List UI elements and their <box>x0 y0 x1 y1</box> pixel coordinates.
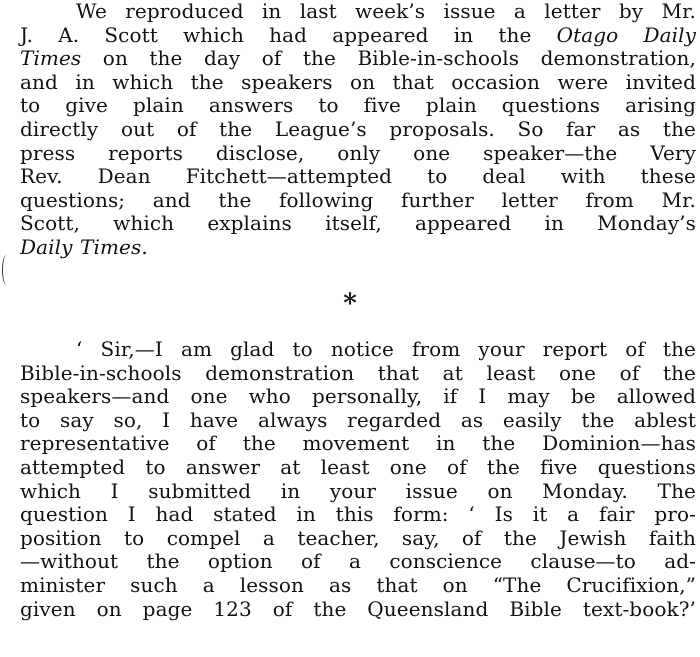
text-line: press reports disclose, only one speaker—the Very <box>20 140 696 165</box>
text-run: on the day of the Bible-in-schools demonstration, <box>81 46 696 71</box>
text-line <box>20 24 696 48</box>
newspaper-title-italic: Otago Daily <box>556 22 696 47</box>
text-line: question I had stated in this form: ‘ Is it a fair pro- <box>20 502 696 527</box>
text-line: questions; and the following further letter from Mr. <box>20 187 696 212</box>
letter-paragraph <box>20 338 696 621</box>
text-line: ‘ Sir,—I am glad to notice from your report of the <box>76 337 696 361</box>
text-line: We reproduced in last week’s issue a letter by Mr. <box>76 0 696 23</box>
text-line: directly out of the League’s proposals. So far as the <box>20 116 696 141</box>
text-line: Bible-in-schools demonstration that at least one of the <box>20 360 696 385</box>
text-line: Scott, which explains itself, appeared in Monday’s <box>20 211 696 236</box>
text-line: which I submitted in your issue on Monday. The <box>20 478 696 503</box>
text-line: to say so, I have always regarded as easily the ablest <box>20 407 696 432</box>
text-line: speakers—and one who personally, if I may be allowed <box>20 384 696 409</box>
text-line: given on page 123 of the Queensland Bible text-book?’ <box>20 596 696 621</box>
text-line: attempted to answer at least one of the five questions <box>20 454 696 479</box>
text-line: —without the option of a conscience clause—to ad- <box>20 549 696 574</box>
intro-paragraph <box>20 0 696 260</box>
newspaper-title-italic: Times <box>20 46 82 71</box>
text-line: and in which the speakers on that occasion were invited <box>20 69 696 94</box>
text-line: representative of the movement in the Dominion—has <box>20 431 696 456</box>
text-line <box>20 236 696 260</box>
section-divider-asterisk: * <box>343 289 357 319</box>
text-run: J. A. Scott which had appeared in the <box>20 22 557 47</box>
newspaper-title-italic: Daily Times <box>20 234 142 259</box>
text-line: minister such a lesson as that on “The Crucifixion,” <box>20 572 696 597</box>
text-line: Rev. Dean Fitchett—attempted to deal with these <box>20 164 696 189</box>
text-line <box>20 47 696 71</box>
text-run: . <box>141 234 148 259</box>
text-line: to give plain answers to five plain questions arising <box>20 93 696 118</box>
text-line: position to compel a teacher, say, of the Jewish faith <box>20 525 696 550</box>
margin-bracket-mark <box>2 255 11 285</box>
